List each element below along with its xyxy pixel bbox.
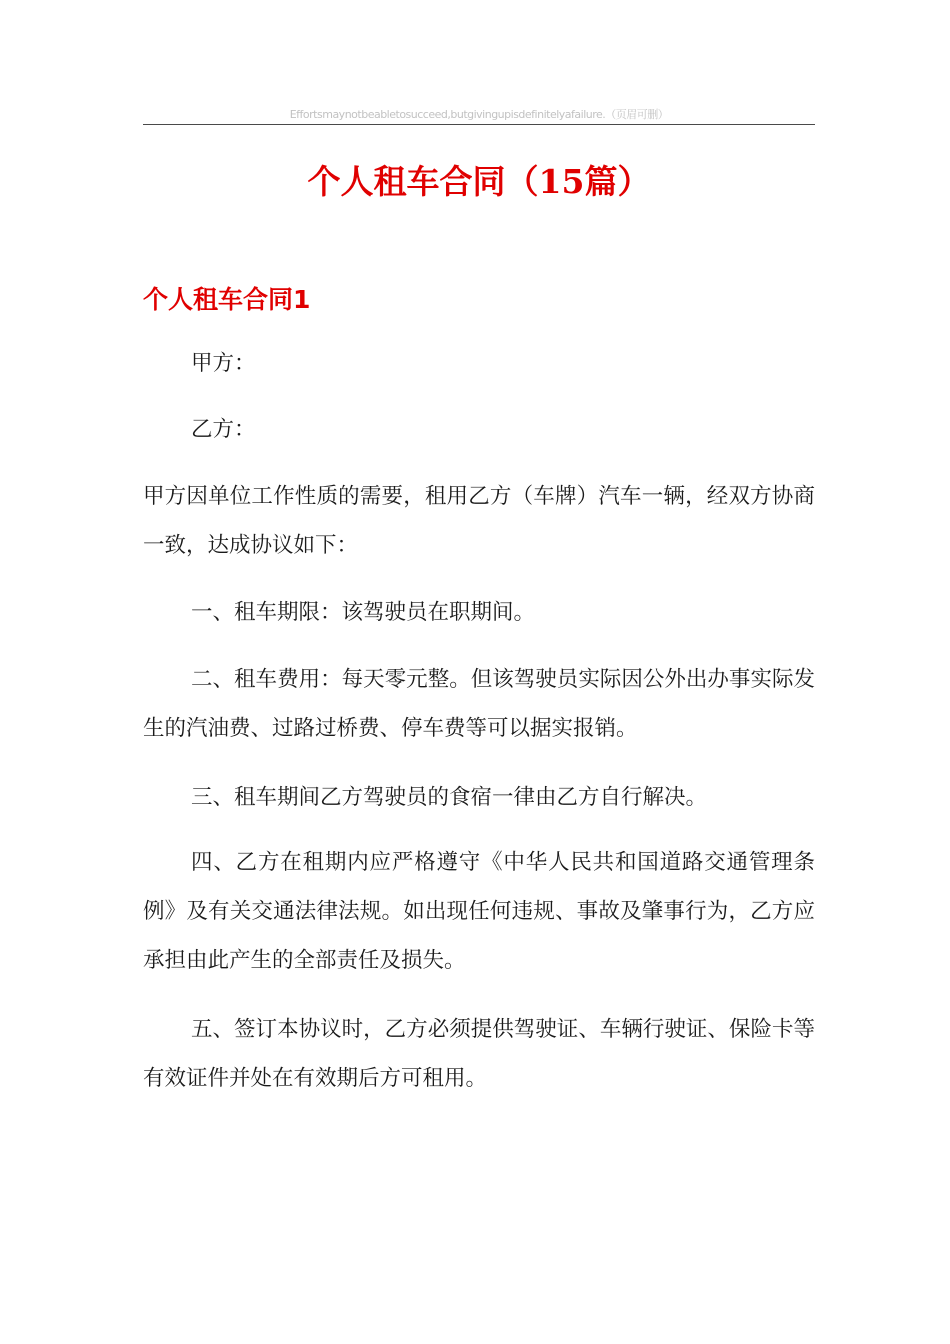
clause-1-paragraph: 一、租车期限：该驾驶员在职期间。 (191, 600, 536, 625)
clause-2-paragraph: 二、租车费用：每天零元整。但该驾驶员实际因公外出办事实际发生的汽油费、过路过桥费、停车费等可以据实报销。 (143, 667, 815, 741)
clause-4-paragraph: 四、乙方在租期内应严格遵守《中华人民共和国道路交通管理条例》及有关交通法律法规。如出现任何违规、事故及肇事行为，乙方应承担由此产生的全部责任及损失。 (143, 850, 815, 973)
party-a-line: 甲方： (191, 351, 256, 376)
clause-5-paragraph: 五、签订本协议时，乙方必须提供驾驶证、车辆行驶证、保险卡等有效证件并处在有效期后方可租用。 (143, 1017, 815, 1091)
section-heading: 个人租车合同1 (143, 285, 311, 314)
clause-3-paragraph: 三、租车期间乙方驾驶员的食宿一律由乙方自行解决。 (191, 785, 708, 810)
contract-intro-paragraph: 甲方因单位工作性质的需要，租用乙方（车牌）汽车一辆，经双方协商一致，达成协议如下： (143, 484, 815, 558)
page-header-text: Effortsmaynotbeabletosucceed,butgivingupisdefinitelyafailure.（页眉可删） (289, 108, 669, 121)
party-b-line: 乙方： (191, 417, 256, 442)
document-title: 个人租车合同（15篇） (307, 162, 651, 201)
header-divider (143, 124, 815, 125)
